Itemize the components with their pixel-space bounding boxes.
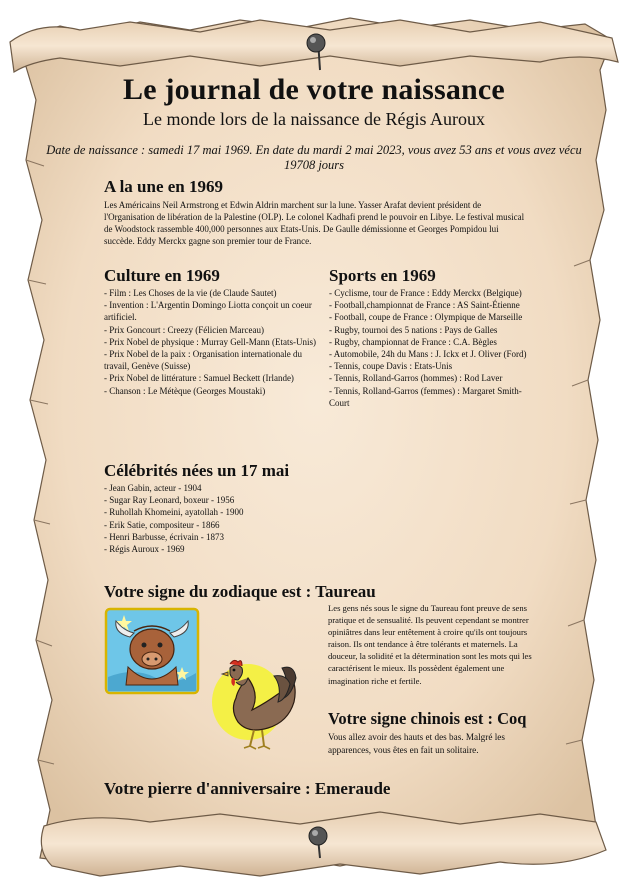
sports-heading: Sports en 1969 [329, 266, 436, 285]
list-item: - Rugby, championnat de France : C.A. Bègles [329, 336, 497, 347]
list-item: - Prix Nobel de la paix : Organisation internationale du travail, Genève (Suisse) [104, 349, 303, 372]
taurus-zodiac-icon [104, 607, 200, 695]
une-section [104, 177, 528, 247]
list-item: - Tennis, Rolland-Garros (hommes) : Rod Laver [329, 373, 503, 384]
list-item: - Régis Auroux - 1969 [104, 544, 185, 555]
zodiac-text: Les gens nés sous le signe du Taureau font preuve de sens pratique et de sensualité. Ils peuvent cependant se montrer opiniâtres dans leur entêtement à croire qu'ils ont toujours raison. Ils ont tendance à être tolérants et maternels. La douceur, la solidité et la détermination sont les mots qui les caractérisent le mieux. Ils possèdent également une imagination riche et fertile. [328, 603, 532, 686]
list-item: - Henri Barbusse, écrivain - 1873 [104, 531, 224, 542]
list-item: - Football, coupe de France : Olympique de Marseille [329, 312, 523, 323]
list-item: - Ruhollah Khomeini, ayatollah - 1900 [104, 507, 244, 518]
culture-list [104, 287, 316, 397]
chinese-section [328, 709, 538, 757]
list-item: - Rugby, tournoi des 5 nations : Pays de Galles [329, 324, 498, 335]
sports-list [329, 287, 529, 409]
list-item: - Sugar Ray Leonard, boxeur - 1956 [104, 495, 235, 506]
celebrities-list [104, 482, 404, 555]
list-item: - Invention : L'Argentin Domingo Liotta conçoit un coeur artificiel. [104, 300, 312, 323]
list-item: - Prix Goncourt : Creezy (Félicien Marceau) [104, 324, 264, 335]
list-item: - Prix Nobel de physique : Murray Gell-Mann (Etats-Unis) [104, 336, 316, 347]
list-item: - Automobile, 24h du Mans : J. Ickx et J. Oliver (Ford) [329, 349, 527, 360]
list-item: - Film : Les Choses de la vie (de Claude Sautet) [104, 288, 277, 298]
culture-section [104, 266, 316, 397]
list-item: - Tennis, Rolland-Garros (femmes) : Margaret Smith-Court [329, 385, 522, 408]
culture-heading: Culture en 1969 [104, 266, 220, 285]
list-item: - Prix Nobel de littérature : Samuel Beckett (Irlande) [104, 373, 294, 384]
page-title: Le journal de votre naissance [123, 73, 505, 106]
stone-section [104, 779, 524, 799]
une-text: Les Américains Neil Armstrong et Edwin Aldrin marchent sur la lune. Yasser Arafat devient président de l'Organisation de libération de la Palestine (OLP). Le colonel Kadhafi prend le pouvoir en Libye. Le festival musical de Woodstock rassemble 400,000 personnes aux Etats-Unis. De Gaulle démissionne et Georges Pompidou lui succède. Eddy Merckx gagne son premier tour de France. [104, 200, 525, 246]
list-item: - Erik Satie, compositeur - 1866 [104, 519, 220, 530]
birth-date-summary: Date de naissance : samedi 17 mai 1969. En date du mardi 2 mai 2023, vous avez 53 ans et vous avez vécu 19708 jours [46, 143, 582, 172]
stone-heading: Votre pierre d'anniversaire : Emeraude [104, 779, 391, 798]
list-item: - Jean Gabin, acteur - 1904 [104, 483, 202, 493]
chinese-text: Vous allez avoir des hauts et des bas. Malgré les apparences, vous êtes en fait un solitaire. [328, 732, 505, 755]
list-item: - Tennis, coupe Davis : Etats-Unis [329, 361, 453, 372]
zodiac-heading-wrap [104, 582, 534, 602]
chinese-heading: Votre signe chinois est : Coq [328, 709, 527, 728]
list-item: - Football,championnat de France : AS Saint-Étienne [329, 300, 520, 311]
sports-section [329, 266, 529, 409]
celebrities-section [104, 461, 404, 555]
zodiac-heading: Votre signe du zodiaque est : Taureau [104, 582, 376, 601]
celebrities-heading: Célébrités nées un 17 mai [104, 461, 290, 480]
une-heading: A la une en 1969 [104, 177, 224, 196]
list-item: - Cyclisme, tour de France : Eddy Merckx (Belgique) [329, 288, 522, 298]
bottom-curl [41, 812, 606, 876]
page-subtitle: Le monde lors de la naissance de Régis Auroux [143, 109, 485, 129]
rooster-chinese-sign-icon [208, 654, 304, 754]
list-item: - Chanson : Le Métèque (Georges Moustaki) [104, 385, 266, 396]
